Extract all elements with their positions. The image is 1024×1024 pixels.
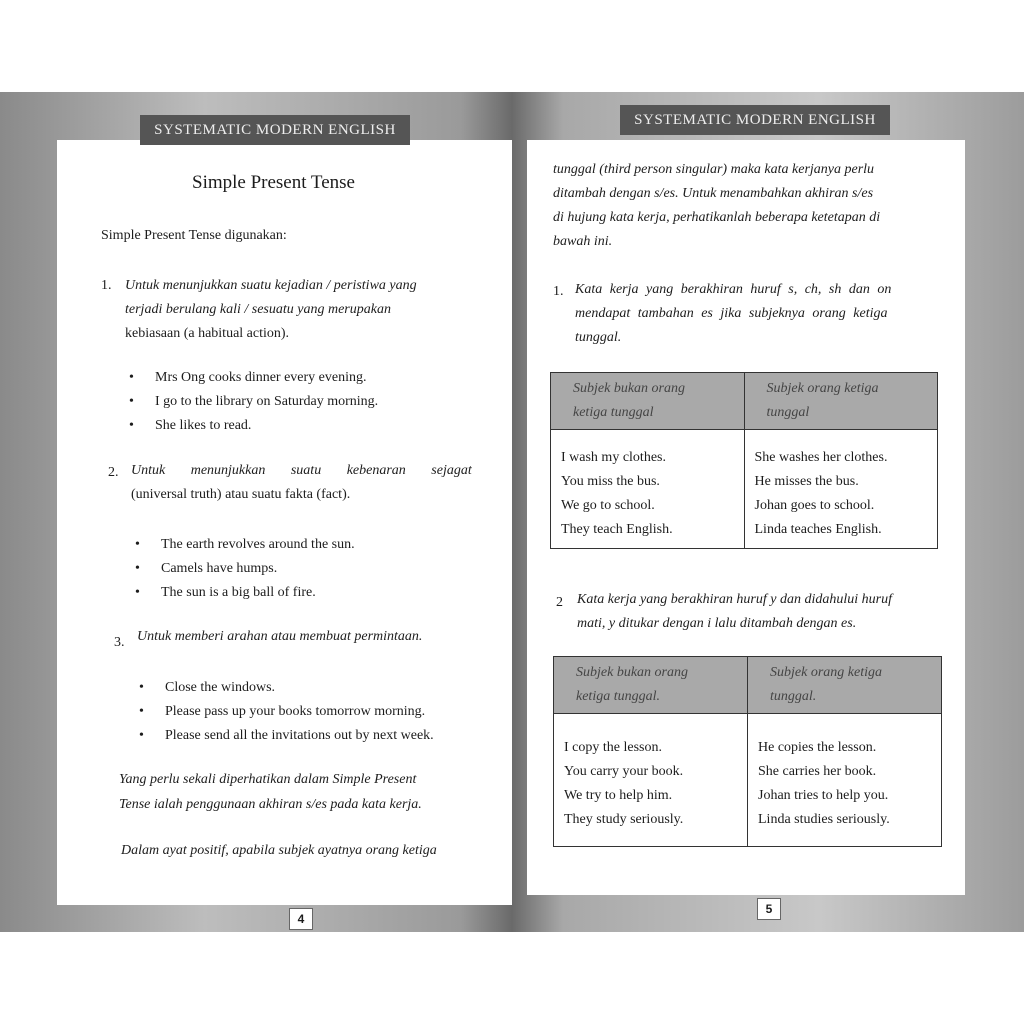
column-header: Subjek bukan orang ketiga tunggal [551,373,745,430]
item-text: mendapat tambahan es jika subjeknya orang ketiga [575,306,888,321]
item-text: Untuk menunjukkan suatu kebenaran sejagat [131,463,472,478]
item-number: 2 [556,595,563,610]
table-cell: I wash my clothes. You miss the bus. We go to school. They teach English. [551,430,745,549]
table-cell: He copies the lesson. She carries her book. Johan tries to help you. Linda studies seriously. [748,714,942,847]
left-running-header: SYSTEMATIC MODERN ENGLISH [140,115,410,145]
table-es-rule [550,372,938,549]
page-number: 4 [289,908,313,930]
column-header: Subjek orang ketiga tunggal. [748,657,942,714]
item-text: Kata kerja yang berakhiran huruf s, ch, sh dan on [575,282,892,297]
item-text: Kata kerja yang berakhiran huruf y dan didahului huruf [577,592,892,607]
intro: Simple Present Tense digunakan: [101,228,287,243]
example-bullet: • Mrs Ong cooks dinner every evening. [155,370,367,386]
example-bullet: • Please send all the invitations out by next week. [165,728,434,744]
table-cell: I copy the lesson. You carry your book. We try to help him. They study seriously. [554,714,748,847]
paragraph-line: di hujung kata kerja, perhatikanlah beberapa ketetapan di [553,210,881,225]
right-running-header: SYSTEMATIC MODERN ENGLISH [620,105,890,135]
column-header: Subjek bukan orang ketiga tunggal. [554,657,748,714]
paragraph-line: Yang perlu sekali diperhatikan dalam Simple Present [119,772,417,787]
example-bullet: • The earth revolves around the sun. [161,537,355,553]
paragraph-line: ditambah dengan s/es. Untuk menambahkan akhiran s/es [553,186,874,201]
paragraph-line: bawah ini. [553,234,613,249]
item-text: terjadi berulang kali / sesuatu yang merupakan [125,302,391,317]
item-number: 3. [114,635,125,650]
item-text: Untuk menunjukkan suatu kejadian / peristiwa yang [125,278,417,293]
item-text: Untuk memberi arahan atau membuat permintaan. [137,629,423,644]
example-bullet: • Please pass up your books tomorrow morning. [165,704,425,720]
example-bullet: • The sun is a big ball of fire. [161,585,316,601]
item-text: mati, y ditukar dengan i lalu ditambah dengan es. [577,616,857,631]
item-number: 2. [108,465,119,480]
item-number: 1. [553,284,564,299]
page-number: 5 [757,898,781,920]
left-page [57,140,512,905]
page-title: Simple Present Tense [192,172,355,193]
example-bullet: • She likes to read. [155,418,251,434]
table-cell: She washes her clothes. He misses the bus. Johan goes to school. Linda teaches English. [744,430,938,549]
table-y-rule [553,656,942,847]
item-text: tunggal. [575,330,622,345]
example-bullet: • Close the windows. [165,680,275,696]
item-text: (universal truth) atau suatu fakta (fact). [131,487,351,502]
example-bullet: • I go to the library on Saturday morning. [155,394,378,410]
item-text: kebiasaan (a habitual action). [125,326,290,341]
paragraph-line: Tense ialah penggunaan akhiran s/es pada kata kerja. [119,797,422,812]
paragraph-line: Dalam ayat positif, apabila subjek ayatnya orang ketiga [121,843,437,858]
column-header: Subjek orang ketiga tunggal [744,373,938,430]
paragraph-line: tunggal (third person singular) maka kata kerjanya perlu [553,162,875,177]
item-number: 1. [101,278,112,293]
example-bullet: • Camels have humps. [161,561,277,577]
